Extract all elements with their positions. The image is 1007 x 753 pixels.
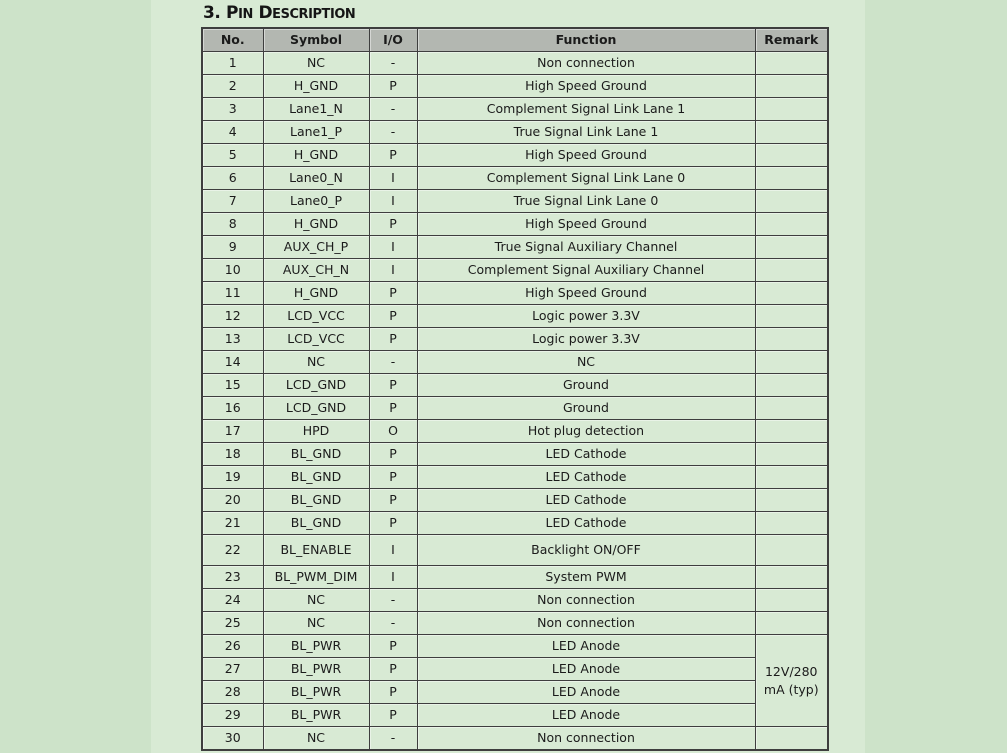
function-cell: LED Cathode: [417, 443, 755, 466]
pin-number-cell: 16: [202, 397, 263, 420]
symbol-cell: HPD: [263, 420, 369, 443]
symbol-cell: Lane0_P: [263, 190, 369, 213]
remark-cell: [755, 727, 828, 751]
function-cell: High Speed Ground: [417, 75, 755, 98]
function-cell: System PWM: [417, 566, 755, 589]
table-row: [202, 236, 828, 259]
function-cell: Complement Signal Link Lane 1: [417, 98, 755, 121]
io-cell: -: [369, 612, 417, 635]
pin-number-cell: 21: [202, 512, 263, 535]
table-row: [202, 658, 828, 681]
table-row: [202, 328, 828, 351]
remark-cell: [755, 589, 828, 612]
io-cell: P: [369, 75, 417, 98]
pin-number-cell: 29: [202, 704, 263, 727]
table-row: [202, 466, 828, 489]
symbol-cell: NC: [263, 612, 369, 635]
pin-table-header: [202, 28, 828, 52]
symbol-cell: BL_PWR: [263, 658, 369, 681]
pin-number-cell: 10: [202, 259, 263, 282]
io-cell: P: [369, 658, 417, 681]
pin-number-cell: 30: [202, 727, 263, 751]
table-row: [202, 704, 828, 727]
pin-number-cell: 3: [202, 98, 263, 121]
table-row: [202, 75, 828, 98]
io-cell: P: [369, 305, 417, 328]
table-row: [202, 98, 828, 121]
remark-cell: [755, 351, 828, 374]
pin-number-cell: 18: [202, 443, 263, 466]
io-cell: P: [369, 489, 417, 512]
table-row: [202, 397, 828, 420]
io-cell: P: [369, 512, 417, 535]
pin-number-cell: 9: [202, 236, 263, 259]
function-cell: Logic power 3.3V: [417, 328, 755, 351]
pin-number-cell: 27: [202, 658, 263, 681]
function-cell: NC: [417, 351, 755, 374]
section-title: 3. PIN DESCRIPTION: [203, 3, 356, 23]
column-header-function: Function: [417, 28, 755, 52]
pin-number-cell: 7: [202, 190, 263, 213]
io-cell: I: [369, 236, 417, 259]
table-row: [202, 420, 828, 443]
remark-cell: [755, 466, 828, 489]
pin-number-cell: 22: [202, 535, 263, 566]
symbol-cell: BL_PWR: [263, 635, 369, 658]
function-cell: Ground: [417, 374, 755, 397]
pin-number-cell: 25: [202, 612, 263, 635]
table-row: [202, 144, 828, 167]
symbol-cell: Lane1_P: [263, 121, 369, 144]
table-row: [202, 681, 828, 704]
table-row: [202, 121, 828, 144]
symbol-cell: LCD_VCC: [263, 305, 369, 328]
table-row: [202, 374, 828, 397]
symbol-cell: AUX_CH_P: [263, 236, 369, 259]
io-cell: -: [369, 351, 417, 374]
function-cell: LED Anode: [417, 681, 755, 704]
io-cell: -: [369, 727, 417, 751]
io-cell: P: [369, 144, 417, 167]
pin-number-cell: 13: [202, 328, 263, 351]
pin-number-cell: 24: [202, 589, 263, 612]
symbol-cell: BL_PWR: [263, 704, 369, 727]
pin-number-cell: 15: [202, 374, 263, 397]
column-header-no: No.: [202, 28, 263, 52]
io-cell: -: [369, 589, 417, 612]
table-row: [202, 535, 828, 566]
pin-table: [201, 27, 829, 751]
symbol-cell: H_GND: [263, 282, 369, 305]
remark-cell: [755, 443, 828, 466]
function-cell: Logic power 3.3V: [417, 305, 755, 328]
symbol-cell: BL_ENABLE: [263, 535, 369, 566]
function-cell: Backlight ON/OFF: [417, 535, 755, 566]
symbol-cell: BL_GND: [263, 489, 369, 512]
function-cell: Non connection: [417, 727, 755, 751]
remark-cell: [755, 535, 828, 566]
function-cell: LED Cathode: [417, 512, 755, 535]
function-cell: True Signal Link Lane 0: [417, 190, 755, 213]
symbol-cell: LCD_VCC: [263, 328, 369, 351]
function-cell: Ground: [417, 397, 755, 420]
pin-number-cell: 17: [202, 420, 263, 443]
remark-cell: [755, 566, 828, 589]
remark-cell: [755, 259, 828, 282]
symbol-cell: BL_GND: [263, 512, 369, 535]
io-cell: I: [369, 167, 417, 190]
io-cell: I: [369, 535, 417, 566]
symbol-cell: H_GND: [263, 75, 369, 98]
pin-number-cell: 2: [202, 75, 263, 98]
symbol-cell: H_GND: [263, 213, 369, 236]
io-cell: -: [369, 98, 417, 121]
table-row: [202, 351, 828, 374]
remark-cell: [755, 512, 828, 535]
io-cell: P: [369, 443, 417, 466]
remark-cell: [755, 213, 828, 236]
symbol-cell: BL_PWR: [263, 681, 369, 704]
io-cell: P: [369, 704, 417, 727]
pin-number-cell: 14: [202, 351, 263, 374]
table-row: [202, 566, 828, 589]
table-row: [202, 167, 828, 190]
io-cell: I: [369, 566, 417, 589]
remark-cell: [755, 52, 828, 75]
table-row: [202, 727, 828, 751]
table-row: [202, 489, 828, 512]
function-cell: Non connection: [417, 52, 755, 75]
io-cell: P: [369, 374, 417, 397]
pin-number-cell: 26: [202, 635, 263, 658]
function-cell: True Signal Link Lane 1: [417, 121, 755, 144]
table-row: [202, 512, 828, 535]
symbol-cell: BL_GND: [263, 466, 369, 489]
remark-cell: [755, 397, 828, 420]
io-cell: P: [369, 635, 417, 658]
function-cell: Hot plug detection: [417, 420, 755, 443]
io-cell: P: [369, 282, 417, 305]
table-row: [202, 213, 828, 236]
table-row: [202, 52, 828, 75]
function-cell: Non connection: [417, 612, 755, 635]
remark-cell: [755, 75, 828, 98]
symbol-cell: H_GND: [263, 144, 369, 167]
remark-cell: [755, 282, 828, 305]
symbol-cell: Lane0_N: [263, 167, 369, 190]
table-row: [202, 190, 828, 213]
pin-number-cell: 1: [202, 52, 263, 75]
pin-number-cell: 6: [202, 167, 263, 190]
pin-number-cell: 5: [202, 144, 263, 167]
io-cell: O: [369, 420, 417, 443]
table-row: [202, 589, 828, 612]
io-cell: I: [369, 190, 417, 213]
section-title-smallcaps: IN: [238, 7, 253, 22]
remark-cell: [755, 121, 828, 144]
io-cell: P: [369, 328, 417, 351]
pin-number-cell: 28: [202, 681, 263, 704]
function-cell: True Signal Auxiliary Channel: [417, 236, 755, 259]
remark-cell: [755, 190, 828, 213]
io-cell: P: [369, 397, 417, 420]
table-row: [202, 259, 828, 282]
io-cell: P: [369, 466, 417, 489]
symbol-cell: NC: [263, 727, 369, 751]
table-row: [202, 282, 828, 305]
io-cell: -: [369, 52, 417, 75]
pin-number-cell: 11: [202, 282, 263, 305]
remark-cell: 12V/280 mA (typ): [755, 635, 828, 727]
remark-cell: [755, 236, 828, 259]
section-title-smallcaps: ESCRIPTION: [272, 7, 356, 22]
remark-cell: [755, 612, 828, 635]
header-row: [202, 28, 828, 52]
function-cell: LED Anode: [417, 658, 755, 681]
remark-cell: [755, 98, 828, 121]
column-header-symbol: Symbol: [263, 28, 369, 52]
function-cell: LED Cathode: [417, 489, 755, 512]
symbol-cell: NC: [263, 351, 369, 374]
function-cell: LED Anode: [417, 704, 755, 727]
symbol-cell: NC: [263, 52, 369, 75]
symbol-cell: LCD_GND: [263, 397, 369, 420]
io-cell: I: [369, 259, 417, 282]
column-header-io: I/O: [369, 28, 417, 52]
symbol-cell: AUX_CH_N: [263, 259, 369, 282]
pin-number-cell: 8: [202, 213, 263, 236]
pin-table-body: [202, 52, 828, 751]
table-row: [202, 443, 828, 466]
io-cell: P: [369, 681, 417, 704]
function-cell: LED Anode: [417, 635, 755, 658]
table-row: [202, 612, 828, 635]
pin-number-cell: 4: [202, 121, 263, 144]
pin-number-cell: 12: [202, 305, 263, 328]
remark-cell: [755, 167, 828, 190]
io-cell: -: [369, 121, 417, 144]
pin-number-cell: 19: [202, 466, 263, 489]
function-cell: Complement Signal Auxiliary Channel: [417, 259, 755, 282]
function-cell: High Speed Ground: [417, 213, 755, 236]
column-header-remark: Remark: [755, 28, 828, 52]
remark-cell: [755, 489, 828, 512]
remark-cell: [755, 374, 828, 397]
table-row: [202, 635, 828, 658]
symbol-cell: BL_PWM_DIM: [263, 566, 369, 589]
symbol-cell: LCD_GND: [263, 374, 369, 397]
symbol-cell: Lane1_N: [263, 98, 369, 121]
table-row: [202, 305, 828, 328]
symbol-cell: NC: [263, 589, 369, 612]
function-cell: High Speed Ground: [417, 282, 755, 305]
function-cell: High Speed Ground: [417, 144, 755, 167]
function-cell: Complement Signal Link Lane 0: [417, 167, 755, 190]
remark-cell: [755, 420, 828, 443]
remark-cell: [755, 328, 828, 351]
pin-number-cell: 20: [202, 489, 263, 512]
remark-cell: [755, 144, 828, 167]
remark-cell: [755, 305, 828, 328]
function-cell: LED Cathode: [417, 466, 755, 489]
function-cell: Non connection: [417, 589, 755, 612]
io-cell: P: [369, 213, 417, 236]
symbol-cell: BL_GND: [263, 443, 369, 466]
pin-number-cell: 23: [202, 566, 263, 589]
